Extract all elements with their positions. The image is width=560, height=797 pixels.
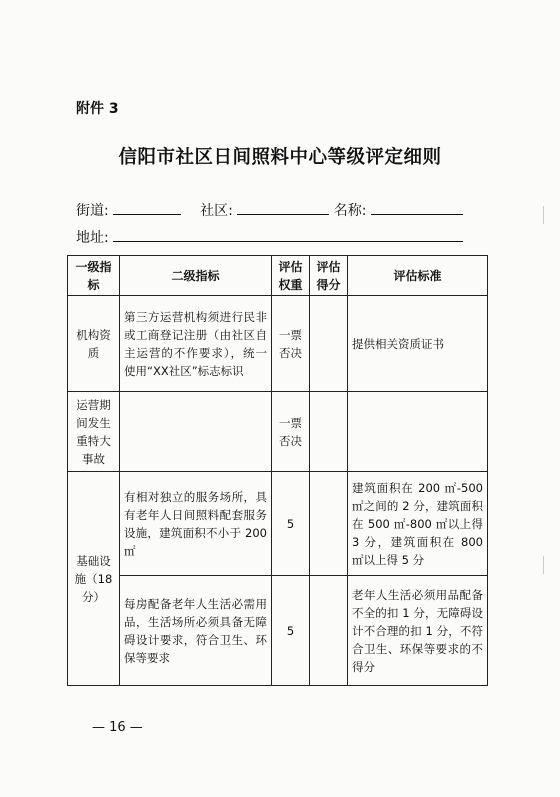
address-row [76, 227, 463, 247]
header-score: 评估得分 [310, 256, 348, 296]
header-standard: 评估标准 [348, 256, 488, 296]
name-label: 名称: [333, 203, 367, 219]
header-weight: 评估权重 [272, 256, 310, 296]
scan-edge-mark [543, 556, 544, 574]
street-blank[interactable] [113, 200, 181, 215]
header-level2: 二级指标 [120, 256, 272, 296]
street-label: 街道: [76, 203, 109, 219]
weight-cell: 5 [272, 472, 310, 576]
street-community-name-row [76, 200, 463, 220]
weight-cell: 一票否决 [272, 296, 310, 392]
level2-cell: 有相对独立的服务场所，具有老年人日间照料配套服务设施，建筑面积不小于 200 ㎡ [120, 472, 272, 576]
attachment-label: 附件 3 [76, 101, 119, 117]
page-number: — 16 — [92, 720, 143, 735]
scan-edge-mark [543, 206, 544, 224]
level2-cell [120, 392, 272, 472]
name-blank[interactable] [371, 200, 463, 215]
score-cell[interactable] [310, 576, 348, 686]
address-blank[interactable] [113, 227, 463, 242]
level2-cell: 第三方运营机构须进行民非或工商登记注册（由社区自主运营的不作要求），统一使用“XX社区”标志标识 [120, 296, 272, 392]
standard-cell [348, 392, 488, 472]
score-cell[interactable] [310, 296, 348, 392]
weight-cell: 一票否决 [272, 392, 310, 472]
weight-cell: 5 [272, 576, 310, 686]
evaluation-table [67, 255, 488, 686]
table-row [68, 472, 488, 576]
score-cell[interactable] [310, 392, 348, 472]
level1-cell: 机构资质 [68, 296, 120, 392]
standard-cell: 建筑面积在 200 ㎡-500 ㎡之间的 2 分，建筑面积在 500 ㎡-800 ㎡以上得 3 分，建筑面积在 800 ㎡以上得 5 分 [348, 472, 488, 576]
document-title: 信阳市社区日间照料中心等级评定细则 [118, 147, 442, 168]
standard-cell: 老年人生活必须用品配备不全的扣 1 分，无障碍设计不合理的扣 1 分，不符合卫生、环保等要求的不得分 [348, 576, 488, 686]
address-label: 地址: [76, 230, 109, 246]
community-blank[interactable] [237, 200, 329, 215]
standard-cell: 提供相关资质证书 [348, 296, 488, 392]
community-label: 社区: [200, 203, 233, 219]
table-row [68, 576, 488, 686]
level1-cell: 基础设施（18分） [68, 472, 120, 686]
header-level1: 一级指标 [68, 256, 120, 296]
table-row [68, 296, 488, 392]
table-header-row [68, 256, 488, 296]
level2-cell: 每房配备老年人生活必需用品，生活场所必须具备无障碍设计要求，符合卫生、环保等要求 [120, 576, 272, 686]
score-cell[interactable] [310, 472, 348, 576]
level1-cell: 运营期间发生重特大事故 [68, 392, 120, 472]
table-row [68, 392, 488, 472]
